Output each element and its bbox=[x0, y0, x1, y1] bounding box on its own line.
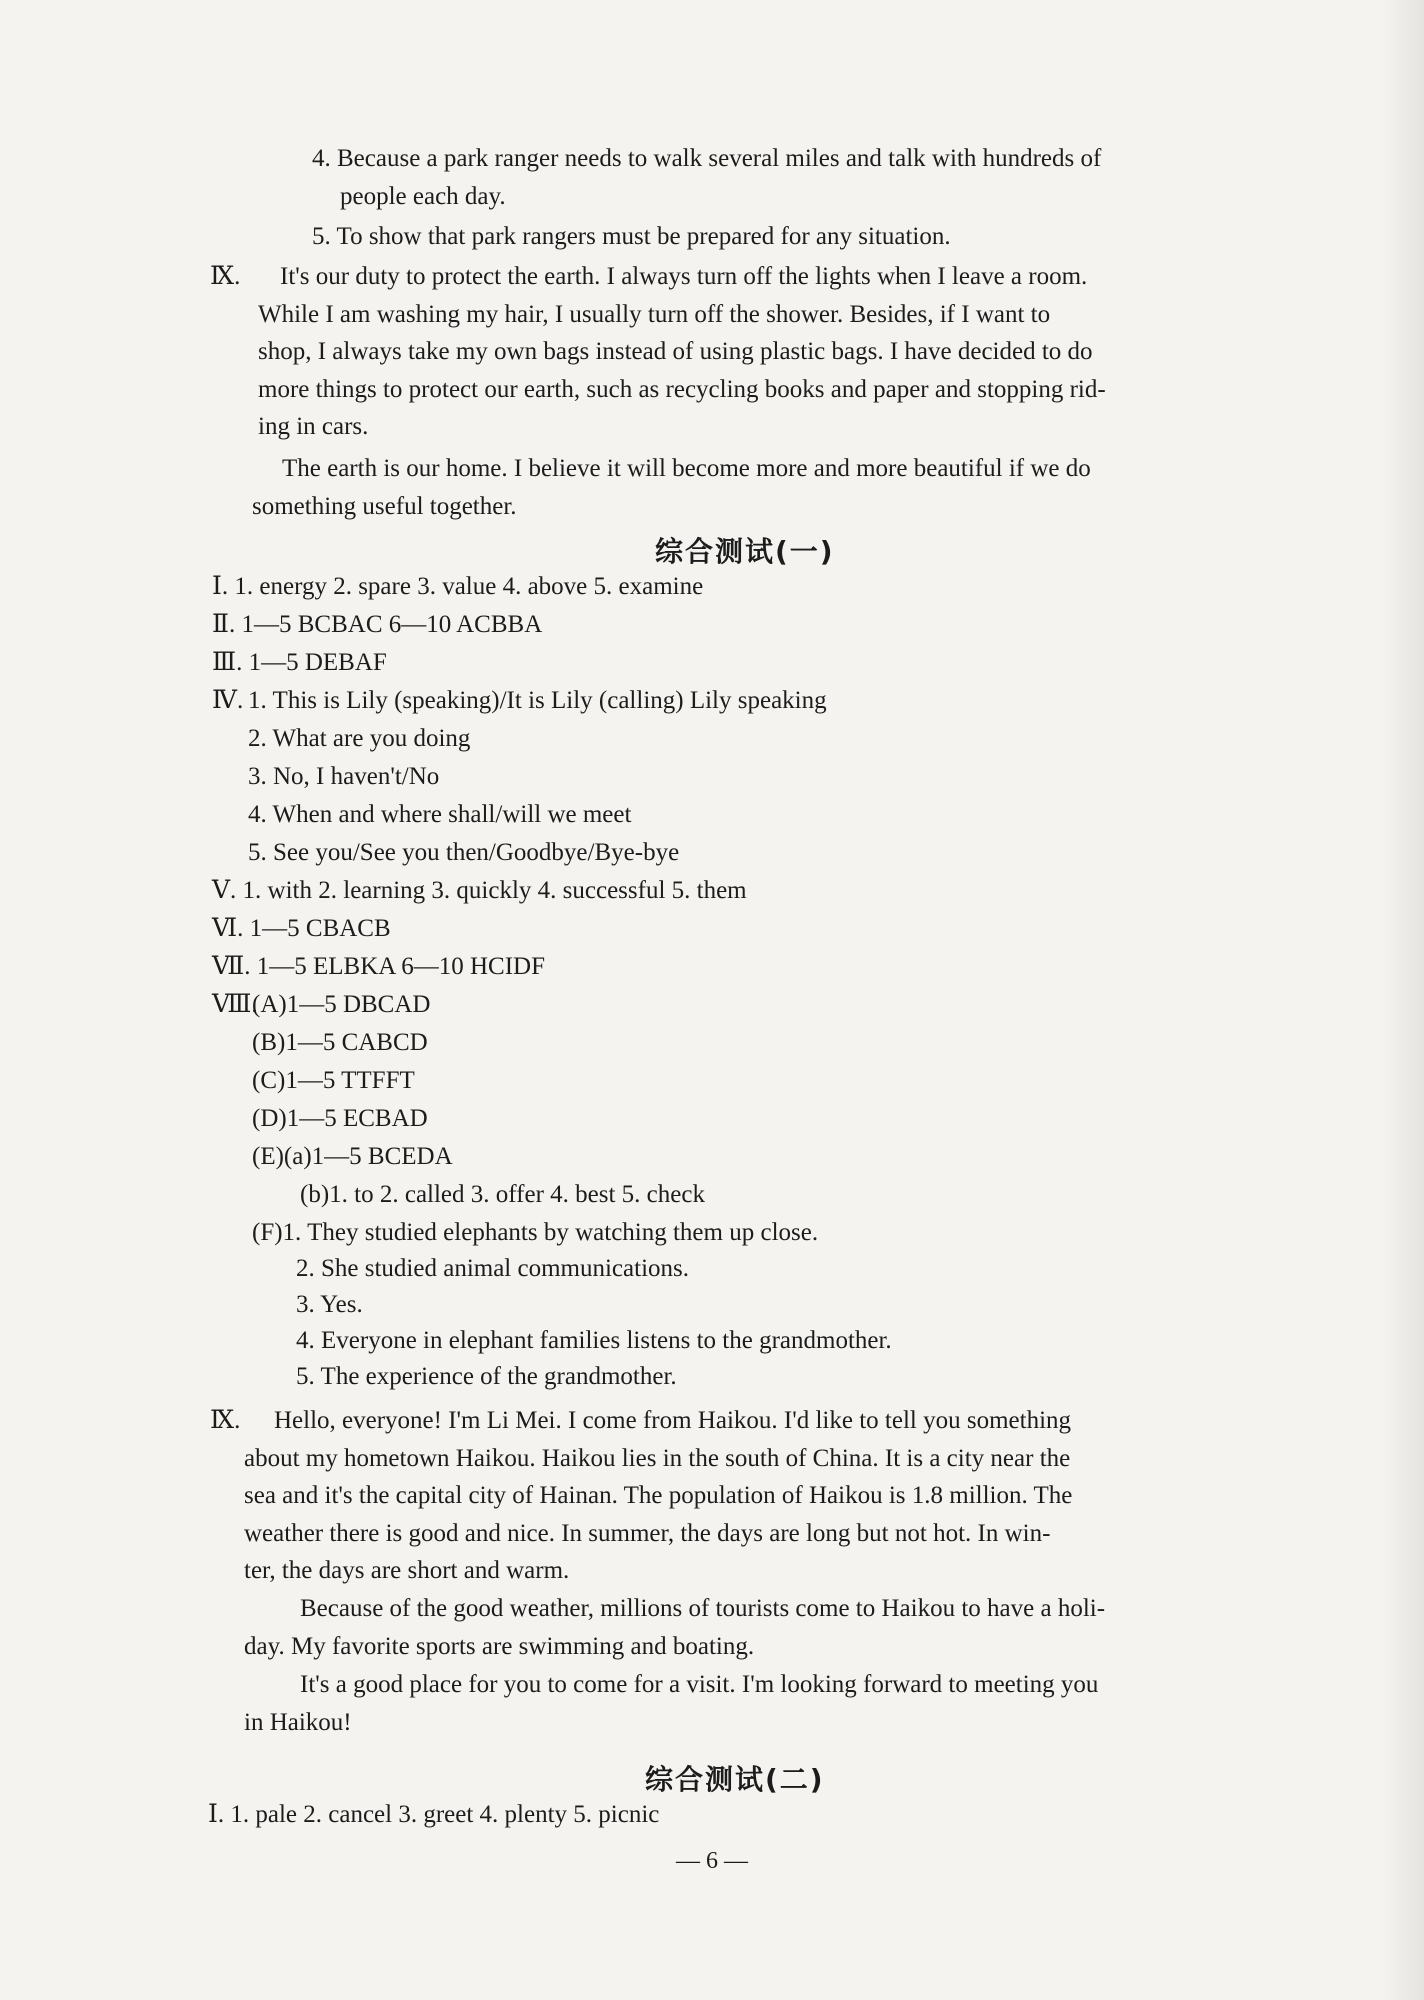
essay-line: ter, the days are short and warm. bbox=[244, 1557, 570, 1584]
test1-section-4-item: 2. What are you doing bbox=[248, 725, 471, 752]
test1-section-8-part: (D)1—5 ECBAD bbox=[252, 1105, 428, 1132]
test1-essay-paragraph-2 bbox=[244, 1590, 1322, 1665]
test1-section-4-label: Ⅳ. bbox=[212, 687, 244, 714]
test-2-title: 综合测试(二) bbox=[645, 1763, 825, 1796]
test1-section-8-f: 5. The experience of the grandmother. bbox=[296, 1363, 677, 1390]
test1-essay-paragraph-1 bbox=[244, 1402, 1322, 1590]
test1-section-8-part: (B)1—5 CABCD bbox=[252, 1029, 428, 1056]
test1-section-7: Ⅶ. 1—5 ELBKA 6—10 HCIDF bbox=[212, 953, 545, 980]
test-1-title: 综合测试(一) bbox=[655, 535, 835, 568]
test1-section-3: Ⅲ. 1—5 DEBAF bbox=[212, 649, 387, 676]
essay-line: Because of the good weather, millions of tourists come to Haikou to have a holi- bbox=[300, 1595, 1106, 1622]
test1-section-4-item: 3. No, I haven't/No bbox=[248, 763, 440, 790]
test1-section-8-f: 4. Everyone in elephant families listens to the grandmother. bbox=[296, 1327, 892, 1354]
essay-line: The earth is our home. I believe it will become more and more beautiful if we do bbox=[282, 455, 1091, 482]
test1-section-4-item: 5. See you/See you then/Goodbye/Bye-bye bbox=[248, 839, 680, 866]
answer-item-4: 4. Because a park ranger needs to walk several miles and talk with hundreds of bbox=[312, 145, 1102, 172]
essay-line: more things to protect our earth, such as recycling books and paper and stopping rid- bbox=[258, 375, 1106, 403]
test1-section-6: Ⅵ. 1—5 CBACB bbox=[212, 915, 391, 942]
test1-section-9-label: Ⅸ. bbox=[210, 1407, 241, 1434]
essay-line: shop, I always take my own bags instead of using plastic bags. I have decided to do bbox=[258, 338, 1093, 365]
essay-line: It's our duty to protect the earth. I always turn off the lights when I leave a room. bbox=[280, 263, 1088, 290]
essay-line: While I am washing my hair, I usually turn off the shower. Besides, if I want to bbox=[258, 300, 1051, 328]
test1-section-8-part: (A)1—5 DBCAD bbox=[252, 991, 431, 1018]
page-number: — 6 — bbox=[676, 1848, 748, 1874]
answer-item-4-continued: people each day. bbox=[340, 183, 506, 210]
test1-section-5: Ⅴ. 1. with 2. learning 3. quickly 4. successful 5. them bbox=[212, 877, 747, 904]
essay-paragraph-2 bbox=[252, 450, 1348, 525]
essay-line: about my hometown Haikou. Haikou lies in the south of China. It is a city near the bbox=[244, 1444, 1071, 1472]
answer-item-5: 5. To show that park rangers must be prepared for any situation. bbox=[312, 223, 951, 250]
essay-line: It's a good place for you to come for a visit. I'm looking forward to meeting you bbox=[300, 1671, 1099, 1698]
test1-section-8-f: (F)1. They studied elephants by watching them up close. bbox=[252, 1219, 819, 1246]
essay-line: in Haikou! bbox=[244, 1708, 352, 1736]
essay-paragraph-1 bbox=[258, 258, 1348, 446]
essay-line: ing in cars. bbox=[258, 413, 369, 440]
essay-line: day. My favorite sports are swimming and boating. bbox=[244, 1632, 755, 1660]
test1-essay-paragraph-3 bbox=[244, 1666, 1322, 1741]
test1-section-8-f: 2. She studied animal communications. bbox=[296, 1255, 689, 1282]
test1-section-4-item: 1. This is Lily (speaking)/It is Lily (calling) Lily speaking bbox=[248, 687, 827, 714]
essay-line: something useful together. bbox=[252, 492, 517, 520]
test1-section-4-item: 4. When and where shall/will we meet bbox=[248, 801, 632, 828]
test1-section-8-part: (E)(a)1—5 BCEDA bbox=[252, 1143, 453, 1170]
test1-section-8-part: (C)1—5 TTFFT bbox=[252, 1067, 415, 1094]
test2-section-1: Ⅰ. 1. pale 2. cancel 3. greet 4. plenty 5. picnic bbox=[208, 1801, 660, 1828]
test1-section-1: Ⅰ. 1. energy 2. spare 3. value 4. above 5. examine bbox=[212, 573, 704, 600]
test1-section-8-label: Ⅷ. bbox=[212, 991, 258, 1018]
test1-section-8-eb: (b)1. to 2. called 3. offer 4. best 5. check bbox=[300, 1181, 705, 1208]
page-edge bbox=[1384, 0, 1424, 2000]
test1-section-2: Ⅱ. 1—5 BCBAC 6—10 ACBBA bbox=[212, 611, 543, 638]
test1-section-8-f: 3. Yes. bbox=[296, 1291, 363, 1318]
essay-line: sea and it's the capital city of Hainan. The population of Haikou is 1.8 million. The bbox=[244, 1482, 1073, 1509]
essay-line: weather there is good and nice. In summer, the days are long but not hot. In win- bbox=[244, 1519, 1051, 1547]
section-label-ix-top: Ⅸ. bbox=[210, 263, 241, 290]
essay-line: Hello, everyone! I'm Li Mei. I come from Haikou. I'd like to tell you something bbox=[274, 1407, 1072, 1434]
